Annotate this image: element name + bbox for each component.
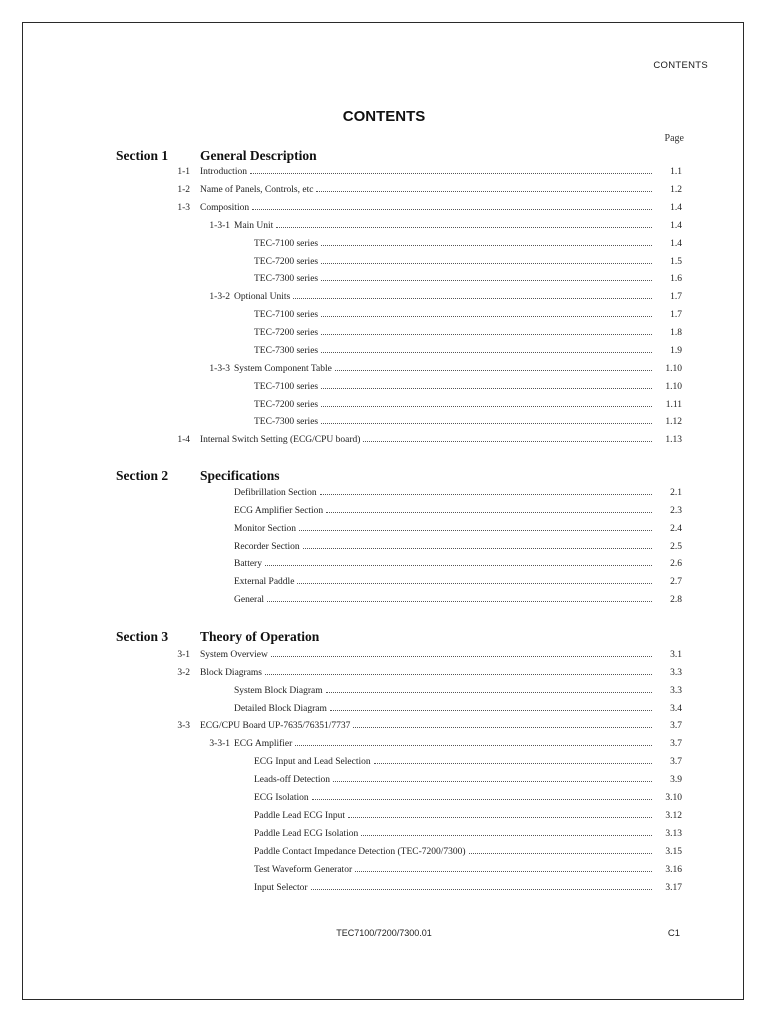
toc-entry-label: Internal Switch Setting (ECG/CPU board) (200, 435, 363, 445)
toc-entry[interactable] (254, 257, 682, 271)
toc-entry-label: Optional Units (234, 292, 293, 302)
toc-entry-page: 3.7 (670, 757, 682, 767)
dot-leader (326, 692, 652, 693)
dot-leader (252, 209, 652, 210)
toc-entry-page: 3.3 (670, 668, 682, 678)
dot-leader (267, 601, 652, 602)
toc-entry-label: Battery (234, 559, 265, 569)
toc-entry-number: 3-3 (177, 721, 190, 731)
toc-entry-number: 1-3-2 (209, 292, 230, 302)
toc-entry-page: 2.6 (670, 559, 682, 569)
toc-entry-page: 3.12 (665, 811, 682, 821)
dot-leader (250, 173, 652, 174)
toc-entry[interactable] (254, 757, 682, 771)
toc-entry[interactable] (254, 239, 682, 253)
dot-leader (321, 263, 652, 264)
toc-entry-label: TEC-7100 series (254, 310, 321, 320)
dot-leader (321, 316, 652, 317)
toc-entry-label: ECG Input and Lead Selection (254, 757, 374, 767)
dot-leader (276, 227, 652, 228)
toc-entry-label: TEC-7300 series (254, 346, 321, 356)
toc-entry[interactable] (177, 435, 682, 449)
toc-entry[interactable] (234, 704, 682, 718)
toc-entry[interactable] (209, 739, 682, 753)
toc-entry-label: TEC-7300 series (254, 417, 321, 427)
toc-entry[interactable] (177, 185, 682, 199)
toc-entry-label: System Block Diagram (234, 686, 326, 696)
toc-entry-label: Leads-off Detection (254, 775, 333, 785)
toc-entry[interactable] (254, 417, 682, 431)
toc-entry-page: 1.1 (670, 167, 682, 177)
toc-entry-label: TEC-7100 series (254, 239, 321, 249)
dot-leader (335, 370, 652, 371)
dot-leader (321, 334, 652, 335)
section-label: Section 1 (116, 148, 169, 163)
toc-entry[interactable] (234, 595, 682, 609)
dot-leader (363, 441, 652, 442)
dot-leader (321, 388, 652, 389)
toc-entry-page: 3.7 (670, 721, 682, 731)
toc-entry-label: Defibrillation Section (234, 488, 320, 498)
toc-entry[interactable] (234, 559, 682, 573)
toc-entry-number: 1-1 (177, 167, 190, 177)
toc-entry-page: 1.7 (670, 310, 682, 320)
toc-entry[interactable] (234, 506, 682, 520)
toc-entry-label: TEC-7200 series (254, 328, 321, 338)
toc-entry-label: Detailed Block Diagram (234, 704, 330, 714)
toc-entry-page: 3.10 (665, 793, 682, 803)
dot-leader (348, 817, 652, 818)
toc-entry-label: ECG/CPU Board UP-7635/76351/7737 (200, 721, 353, 731)
dot-leader (311, 889, 652, 890)
toc-entry[interactable] (254, 847, 682, 861)
toc-entry[interactable] (177, 668, 682, 682)
toc-entry-page: 1.4 (670, 239, 682, 249)
toc-entry[interactable] (234, 577, 682, 591)
toc-entry[interactable] (254, 382, 682, 396)
section-heading-2 (116, 468, 280, 484)
toc-entry-label: System Component Table (234, 364, 335, 374)
toc-entry-page: 1.13 (665, 435, 682, 445)
toc-entry-page: 1.2 (670, 185, 682, 195)
footer-page-number: C1 (667, 928, 680, 939)
toc-entry-number: 1-2 (177, 185, 190, 195)
toc-entry[interactable] (254, 865, 682, 879)
section-label: Section 3 (116, 629, 169, 644)
dot-leader (469, 853, 652, 854)
toc-entry-number: 1-4 (177, 435, 190, 445)
toc-entry-number: 1-3 (177, 203, 190, 213)
dot-leader (361, 835, 652, 836)
dot-leader (293, 298, 652, 299)
toc-entry[interactable] (209, 292, 682, 306)
toc-entry-label: Monitor Section (234, 524, 299, 534)
toc-entry-page: 3.15 (665, 847, 682, 857)
page-title: CONTENTS (342, 108, 426, 125)
toc-entry[interactable] (177, 203, 682, 217)
toc-entry-label: System Overview (200, 650, 271, 660)
toc-entry-page: 1.10 (665, 382, 682, 392)
toc-entry[interactable] (177, 167, 682, 181)
dot-leader (330, 710, 652, 711)
toc-entry-label: General (234, 595, 267, 605)
dot-leader (320, 494, 652, 495)
toc-entry-number: 3-1 (177, 650, 190, 660)
dot-leader (355, 871, 652, 872)
toc-entry-page: 2.4 (670, 524, 682, 534)
toc-entry-number: 1-3-3 (209, 364, 230, 374)
toc-entry-label: Paddle Contact Impedance Detection (TEC-7200/7300) (254, 847, 469, 857)
toc-entry-page: 1.9 (670, 346, 682, 356)
toc-entry[interactable] (234, 488, 682, 502)
toc-entry-page: 1.8 (670, 328, 682, 338)
section-heading-1 (116, 148, 317, 164)
toc-entry-label: TEC-7300 series (254, 274, 321, 284)
toc-entry-label: TEC-7200 series (254, 257, 321, 267)
toc-entry-number: 3-2 (177, 668, 190, 678)
dot-leader (374, 763, 652, 764)
dot-leader (321, 245, 652, 246)
dot-leader (321, 406, 652, 407)
toc-entry-label: TEC-7100 series (254, 382, 321, 392)
toc-entry-page: 3.4 (670, 704, 682, 714)
toc-entry[interactable] (254, 775, 682, 789)
footer-document-code: TEC7100/7200/7300.01 (336, 928, 432, 938)
toc-entry[interactable] (254, 793, 682, 807)
toc-entry-number: 1-3-1 (209, 221, 230, 231)
toc-entry-label: ECG Amplifier Section (234, 506, 326, 516)
toc-entry-label: External Paddle (234, 577, 297, 587)
toc-entry[interactable] (234, 686, 682, 700)
toc-entry-page: 3.3 (670, 686, 682, 696)
toc-entry[interactable] (177, 650, 682, 664)
dot-leader (265, 674, 652, 675)
section-title: Specifications (200, 468, 280, 483)
page-column-label: Page (664, 133, 684, 144)
toc-entry[interactable] (254, 400, 682, 414)
toc-entry-label: Main Unit (234, 221, 276, 231)
toc-entry-label: ECG Isolation (254, 793, 312, 803)
toc-entry-page: 1.12 (665, 417, 682, 427)
section-title: Theory of Operation (200, 629, 320, 644)
toc-entry[interactable] (234, 542, 682, 556)
toc-entry[interactable] (254, 829, 682, 843)
dot-leader (265, 565, 652, 566)
section-label: Section 2 (116, 468, 169, 483)
toc-entry[interactable] (209, 364, 682, 378)
toc-entry[interactable] (254, 328, 682, 342)
toc-entry-page: 1.4 (670, 203, 682, 213)
dot-leader (316, 191, 652, 192)
toc-entry[interactable] (254, 883, 682, 897)
dot-leader (333, 781, 652, 782)
section-heading-3 (116, 629, 320, 645)
toc-entry-page: 1.11 (665, 400, 682, 410)
dot-leader (312, 799, 652, 800)
toc-entry-page: 3.7 (670, 739, 682, 749)
toc-entry[interactable] (254, 310, 682, 324)
dot-leader (299, 530, 652, 531)
toc-entry-label: TEC-7200 series (254, 400, 321, 410)
toc-entry-label: Introduction (200, 167, 250, 177)
toc-entry-label: Composition (200, 203, 252, 213)
toc-entry-page: 2.1 (670, 488, 682, 498)
toc-entry-label: Paddle Lead ECG Isolation (254, 829, 361, 839)
toc-entry[interactable] (254, 274, 682, 288)
toc-entry-page: 1.6 (670, 274, 682, 284)
section-title: General Description (200, 148, 317, 163)
toc-entry-page: 3.17 (665, 883, 682, 893)
toc-entry-label: Input Selector (254, 883, 311, 893)
toc-entry-page: 2.5 (670, 542, 682, 552)
toc-entry-page: 3.13 (665, 829, 682, 839)
toc-entry-page: 1.7 (670, 292, 682, 302)
toc-entry-page: 3.16 (665, 865, 682, 875)
toc-entry[interactable] (254, 811, 682, 825)
toc-entry-label: ECG Amplifier (234, 739, 295, 749)
toc-entry-page: 1.4 (670, 221, 682, 231)
toc-entry-label: Test Waveform Generator (254, 865, 355, 875)
toc-entry-page: 3.1 (670, 650, 682, 660)
dot-leader (321, 352, 652, 353)
toc-entry[interactable] (209, 221, 682, 235)
toc-entry-number: 3-3-1 (209, 739, 230, 749)
toc-entry[interactable] (254, 346, 682, 360)
dot-leader (321, 280, 652, 281)
toc-entry-label: Recorder Section (234, 542, 303, 552)
toc-entry-page: 1.10 (665, 364, 682, 374)
dot-leader (326, 512, 652, 513)
toc-entry[interactable] (234, 524, 682, 538)
dot-leader (303, 548, 652, 549)
toc-entry[interactable] (177, 721, 682, 735)
dot-leader (271, 656, 652, 657)
toc-entry-page: 2.7 (670, 577, 682, 587)
toc-entry-page: 3.9 (670, 775, 682, 785)
dot-leader (295, 745, 652, 746)
toc-entry-page: 2.3 (670, 506, 682, 516)
dot-leader (321, 423, 652, 424)
running-head: CONTENTS (653, 60, 708, 71)
toc-entry-page: 1.5 (670, 257, 682, 267)
toc-entry-label: Block Diagrams (200, 668, 265, 678)
dot-leader (353, 727, 652, 728)
dot-leader (297, 583, 652, 584)
toc-entry-label: Name of Panels, Controls, etc (200, 185, 316, 195)
toc-entry-page: 2.8 (670, 595, 682, 605)
toc-entry-label: Paddle Lead ECG Input (254, 811, 348, 821)
